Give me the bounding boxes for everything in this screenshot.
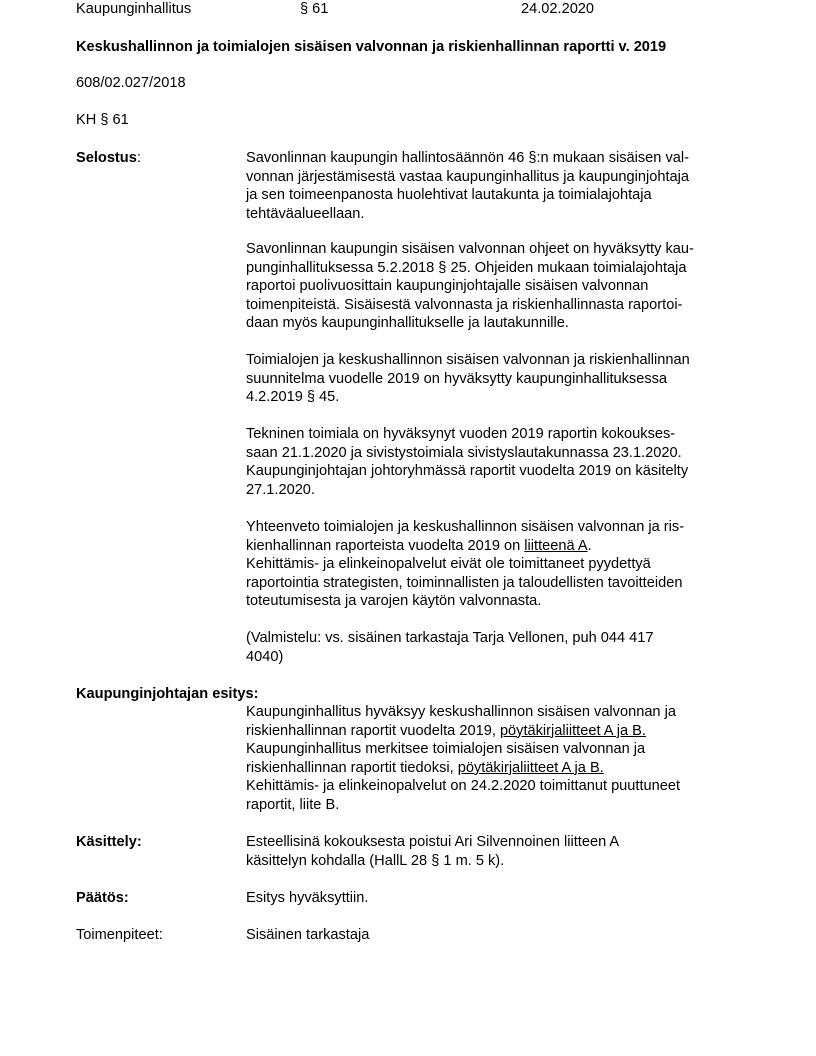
attachments-link[interactable]: pöytäkirjaliitteet A ja B.: [457, 759, 604, 776]
toimenpiteet-text: Sisäinen tarkastaja: [246, 927, 370, 943]
text-line: Kehittämis- ja elinkeinopalvelut on 24.2.2020 toimittanut puuttuneet: [246, 778, 681, 795]
text-line: punginhallituksessa 5.2.2018 § 25. Ohjeiden mukaan toimialajohtaja: [246, 259, 687, 276]
text-line: Tekninen toimiala on hyväksynyt vuoden 2019 raportin kokoukses-: [246, 426, 676, 442]
text-line: saan 21.1.2020 ja sivistystoimiala sivistyslautakunnassa 23.1.2020.: [246, 444, 682, 461]
kasittely-label: Käsittely:: [76, 834, 142, 850]
text-line: Toimialojen ja keskushallinnon sisäisen valvonnan ja riskienhallinnan: [246, 352, 690, 368]
text-line: ja sen toimeenpanosta huolehtivat lautakunta ja toimialajohtaja: [246, 187, 652, 204]
header-date: 24.02.2020: [521, 1, 595, 17]
text-line: 4040): [246, 648, 284, 665]
text-line: raportointia strategisten, toiminnallisten ja taloudellisten tavoitteiden: [246, 574, 683, 591]
text-line: Yhteenveto toimialojen ja keskushallinnon sisäisen valvonnan ja ris-: [246, 519, 685, 535]
header-body-name: Kaupunginhallitus: [76, 1, 192, 17]
kasittely-text: [246, 833, 746, 870]
selostus-paragraph-6: [246, 629, 746, 666]
kh-reference: KH § 61: [76, 112, 129, 128]
esitys-label: Kaupunginjohtajan esitys:: [76, 686, 259, 702]
attachment-a-link[interactable]: liitteenä A: [524, 537, 588, 554]
text-line: riskienhallinnan raportit tiedoksi, pöytäkirjaliitteet A ja B.: [246, 759, 604, 776]
text-line: toteutumisesta ja varojen käytön valvonnasta.: [246, 593, 542, 610]
text-line: vonnan järjestämisestä vastaa kaupunginhallitus ja kaupunginjohtaja: [246, 168, 689, 185]
text-line: suunnitelma vuodelle 2019 on hyväksytty kaupunginhallituksessa: [246, 370, 668, 387]
toimenpiteet-label: Toimenpiteet:: [76, 927, 163, 943]
text-line: daan myös kaupunginhallitukselle ja lautakunnille.: [246, 315, 569, 332]
record-number: 608/02.027/2018: [76, 75, 186, 91]
document-title: Keskushallinnon ja toimialojen sisäisen valvonnan ja riskienhallinnan raportti v. 2019: [76, 39, 667, 55]
text-line: raportoi puolivuosittain kaupunginjohtajalle sisäisen valvonnan: [246, 278, 649, 295]
text-line: tehtäväalueellaan.: [246, 205, 365, 222]
text-line: Savonlinnan kaupungin hallintosäännön 46 §:n mukaan sisäisen val-: [246, 150, 689, 166]
selostus-paragraph-3: [246, 351, 746, 407]
selostus-paragraph-2: [246, 240, 746, 333]
selostus-paragraph-1: [246, 149, 746, 223]
selostus-paragraph-5: [246, 518, 746, 611]
text-line: käsittelyn kohdalla (HallL 28 § 1 m. 5 k).: [246, 852, 505, 869]
text-line: Savonlinnan kaupungin sisäisen valvonnan ohjeet on hyväksytty kau-: [246, 241, 694, 257]
text-line: Kehittämis- ja elinkeinopalvelut eivät ole toimittaneet pyydettyä: [246, 556, 651, 573]
text-line: 27.1.2020.: [246, 481, 315, 498]
paatos-label: Päätös:: [76, 890, 129, 906]
text-line: (Valmistelu: vs. sisäinen tarkastaja Tarja Vellonen, puh 044 417: [246, 630, 654, 646]
selostus-paragraph-4: [246, 425, 746, 499]
text-line: Kaupunginhallitus hyväksyy keskushallinnon sisäisen valvonnan ja: [246, 704, 676, 720]
header-section: § 61: [300, 1, 329, 17]
text-line: toimenpiteistä. Sisäisestä valvonnasta ja riskienhallinnasta raportoi-: [246, 296, 683, 313]
text-line: Kaupunginhallitus merkitsee toimialojen sisäisen valvonnan ja: [246, 741, 646, 758]
paatos-text: Esitys hyväksyttiin.: [246, 890, 369, 906]
selostus-label: Selostus:: [76, 150, 141, 166]
text-line: riskienhallinnan raportit vuodelta 2019, pöytäkirjaliitteet A ja B.: [246, 722, 646, 739]
text-line: Esteellisinä kokouksesta poistui Ari Silvennoinen liitteen A: [246, 834, 620, 850]
text-line: Kaupunginjohtajan johtoryhmässä raportit vuodelta 2019 on käsitelty: [246, 463, 689, 480]
esitys-text: [246, 703, 746, 815]
text-line: 4.2.2019 § 45.: [246, 389, 340, 406]
text-line: kienhallinnan raporteista vuodelta 2019 on liitteenä A.: [246, 537, 592, 554]
text-line: raportit, liite B.: [246, 796, 340, 813]
attachments-link[interactable]: pöytäkirjaliitteet A ja B.: [499, 722, 646, 739]
